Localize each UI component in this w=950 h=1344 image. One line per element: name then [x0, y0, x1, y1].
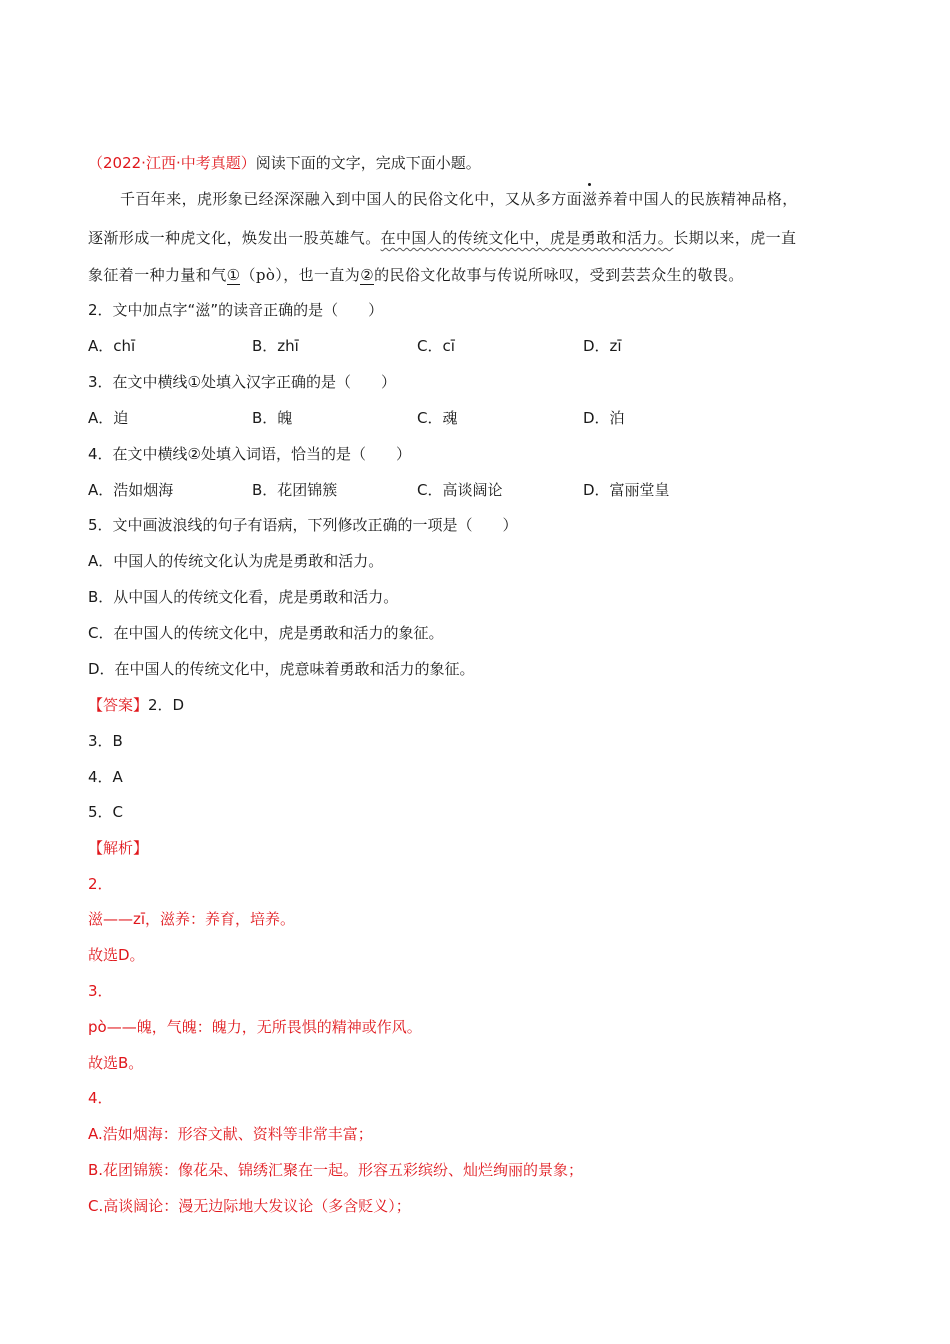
q2-option-c: C．cī	[417, 337, 455, 355]
analysis-line: 滋——zī，滋养：养育，培养。	[88, 910, 296, 928]
q5-option-c: C．在中国人的传统文化中，虎是勇敢和活力的象征。	[88, 624, 444, 642]
source-tag: （2022·江西·中考真题）	[88, 154, 256, 172]
answer-row	[88, 695, 184, 715]
q3-option-d: D．泊	[583, 409, 625, 427]
answer-item: 2．D	[148, 696, 185, 714]
question-4-stem: 4．在文中横线②处填入词语，恰当的是（ ）	[88, 445, 411, 463]
q2-option-b: B．zhī	[252, 337, 299, 355]
analysis-line: C.高谈阔论：漫无边际地大发议论（多含贬义）；	[88, 1197, 411, 1215]
analysis-line: A.浩如烟海：形容文献、资料等非常丰富；	[88, 1125, 373, 1143]
passage-line-3: 象征着一种力量和气①（pò），也一直为②的民俗文化故事与传说所咏叹，受到芸芸众生的敬畏。	[88, 266, 744, 284]
dotted-char: 滋	[582, 190, 598, 208]
analysis-line: 故选D。	[88, 946, 145, 964]
q5-option-a: A．中国人的传统文化认为虎是勇敢和活力。	[88, 552, 384, 570]
question-5-stem: 5．文中画波浪线的句子有语病，下列修改正确的一项是（ ）	[88, 516, 518, 534]
q4-option-d: D．富丽堂皇	[583, 481, 670, 499]
answer-label: 【答案】	[88, 696, 149, 714]
intro-text: 阅读下面的文字，完成下面小题。	[255, 154, 481, 172]
passage-line-1: 千百年来，虎形象已经深深融入到中国人的民俗文化中，又从多方面滋养着中国人的民族精神品格，	[120, 190, 798, 208]
q5-option-b: B．从中国人的传统文化看，虎是勇敢和活力。	[88, 588, 399, 606]
analysis-label: 【解析】	[88, 839, 149, 857]
analysis-line: 故选B。	[88, 1054, 144, 1072]
wavy-underlined-sentence: 在中国人的传统文化中，虎是勇敢和活力。	[380, 229, 674, 247]
analysis-line: 2．	[88, 875, 113, 893]
q5-option-d: D．在中国人的传统文化中，虎意味着勇敢和活力的象征。	[88, 660, 475, 678]
question-2-stem: 2．文中加点字“滋”的读音正确的是（ ）	[88, 301, 384, 319]
question-header	[88, 153, 481, 173]
q4-option-c: C．高谈阔论	[417, 481, 503, 499]
q2-option-d: D．zī	[583, 337, 622, 355]
answer-item: 5．C	[88, 803, 124, 821]
analysis-line: 4．	[88, 1089, 113, 1107]
q2-option-a: A．chī	[88, 337, 136, 355]
q3-option-c: C．魂	[417, 409, 458, 427]
q3-option-a: A．迫	[88, 409, 129, 427]
question-3-stem: 3．在文中横线①处填入汉字正确的是（ ）	[88, 373, 396, 391]
blank-1: ①	[226, 266, 241, 284]
answer-item: 3．B	[88, 732, 123, 750]
analysis-line: pò——魄，气魄：魄力，无所畏惧的精神或作风。	[88, 1018, 422, 1036]
q4-option-a: A．浩如烟海	[88, 481, 174, 499]
analysis-line: 3．	[88, 982, 113, 1000]
q4-option-b: B．花团锦簇	[252, 481, 338, 499]
blank-2: ②	[360, 266, 375, 284]
answer-item: 4．A	[88, 768, 123, 786]
q3-option-b: B．魄	[252, 409, 293, 427]
passage-line-2: 逐渐形成一种虎文化，焕发出一股英雄气。在中国人的传统文化中，虎是勇敢和活力。长期以来，虎一直	[88, 229, 797, 247]
analysis-line: B.花团锦簇：像花朵、锦绣汇聚在一起。形容五彩缤纷、灿烂绚丽的景象；	[88, 1161, 584, 1179]
